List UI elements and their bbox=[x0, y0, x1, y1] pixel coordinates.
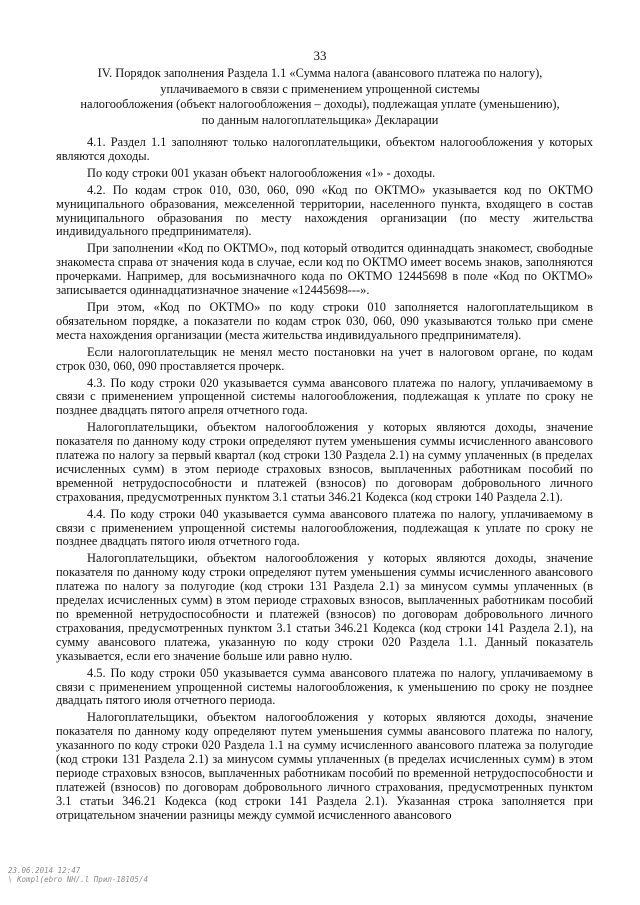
stamp-path: \ Kompl(ebro NH/.l Прил-18105/4 bbox=[8, 875, 148, 884]
paragraph: 4.5. По коду строки 050 указывается сумма авансового платежа по налогу, уплачиваемому в связи с применением упрощенной системы налогообложения, к уменьшению по сроку не позднее двадцать пятого июля отчетного периода. bbox=[56, 665, 593, 708]
heading-line: налогообложения (объект налогообложения – доходы), подлежащая уплате (уменьшению), bbox=[80, 97, 560, 112]
paragraph: При заполнении «Код по ОКТМО», под который отводится одиннадцать знакомест, свободные знакоместа справа от значения кода в случае, если код по ОКТМО имеет восемь знаков, заполняются прочерками. Например, для восьмизначного кода по ОКТМО 12445698 в поле «Код по ОКТМО» записывается одиннадцатизначное значение «12445698---». bbox=[56, 241, 593, 298]
paragraph: Если налогоплательщик не менял место постановки на учет в налоговом органе, по кодам строк 030, 060, 090 проставляется прочерк. bbox=[56, 344, 593, 373]
page-number: 33 bbox=[313, 48, 327, 63]
paragraph: Налогоплательщики, объектом налогообложения у которых являются доходы, значение показателя по данному коду строки определяют путем уменьшения суммы исчисленного авансового платежа по налогу за первый квартал (код строки 130 Раздела 2.1) на сумму уплаченных (в пределах исчисленных сумм) в этом периоде страховых взносов, выплаченных работникам пособий по временной нетрудоспособности и платежей (взносов) по договорам добровольного личного страхования, предусмотренных пунктом 3.1 статьи 346.21 Кодекса (код строки 140 Раздела 2.1). bbox=[56, 420, 593, 504]
paragraph: 4.4. По коду строки 040 указывается сумма авансового платежа по налогу, уплачиваемому в связи с применением упрощенной системы налогообложения, подлежащая к уплате по сроку не позднее двадцать пятого июля отчетного года. bbox=[56, 506, 593, 549]
paragraph: 4.3. По коду строки 020 указывается сумма авансового платежа по налогу, уплачиваемому в связи с применением упрощенной системы налогообложения, подлежащая к уплате по сроку не позднее двадцать пятого апреля отчетного года. bbox=[56, 375, 593, 418]
heading-line: по данным налогоплательщика» Декларации bbox=[201, 112, 439, 127]
paragraph: По коду строки 001 указан объект налогообложения «1» - доходы. bbox=[87, 165, 436, 180]
footer-stamp bbox=[8, 866, 148, 884]
paragraph: При этом, «Код по ОКТМО» по коду строки 010 заполняется налогоплательщиком в обязательном порядке, а показатели по кодам строк 030, 060, 090 указываются только при смене места нахождения организации (места жительства индивидуального предпринимателя). bbox=[56, 299, 593, 342]
section-heading bbox=[40, 66, 600, 128]
paragraph: 4.2. По кодам строк 010, 030, 060, 090 «Код по ОКТМО» указывается код по ОКТМО муниципального образования, межселенной территории, населенного пункта, входящего в состав муниципального образования по месту нахождения организации (по месту жительства индивидуального предпринимателя). bbox=[56, 182, 593, 239]
stamp-date: 23.06.2014 12:47 bbox=[8, 866, 81, 875]
document-body bbox=[56, 136, 593, 826]
paragraph: 4.1. Раздел 1.1 заполняют только налогоплательщики, объектом налогообложения у которых являются доходы. bbox=[56, 135, 593, 163]
paragraph: Налогоплательщики, объектом налогообложения у которых являются доходы, значение показателя по данному коду строки определяют путем уменьшения суммы исчисленного авансового платежа по налогу за полугодие (код строки 131 Раздела 2.1) за минусом суммы уплаченных (в пределах исчисленных сумм) в этом периоде страховых взносов, выплаченных работникам пособий по временной нетрудоспособности и платежей (взносов) по договорам добровольного личного страхования, предусмотренных пунктом 3.1 статьи 346.21 Кодекса (код строки 141 Раздела 2.1), на сумму авансового платежа, указанную по коду строки 020 Раздела 1.1. Данный показатель указывается, если его значение больше или равно нулю. bbox=[56, 551, 593, 663]
paragraph: Налогоплательщики, объектом налогообложения у которых являются доходы, значение показателя по данному коду определяют путем уменьшения суммы авансового платежа по налогу, указанного по коду строки 020 Раздела 1.1 на сумму исчисленного авансового платежа за полугодие (код строки 131 Раздела 2.1) за минусом суммы уплаченных (в пределах исчисленных сумм) в этом периоде страховых взносов, выплаченных работникам пособий по временной нетрудоспособности и платежей (взносов) по договорам добровольного личного страхования, предусмотренных пунктом 3.1 статьи 346.21 Кодекса (код строки 141 Раздела 2.1). Указанная строка заполняется при отрицательном значении разницы между суммой исчисленного авансового bbox=[56, 710, 593, 822]
heading-line: IV. Порядок заполнения Раздела 1.1 «Сумма налога (авансового платежа по налогу), bbox=[97, 66, 543, 80]
heading-line: уплачиваемого в связи с применением упрощенной системы bbox=[160, 81, 480, 96]
